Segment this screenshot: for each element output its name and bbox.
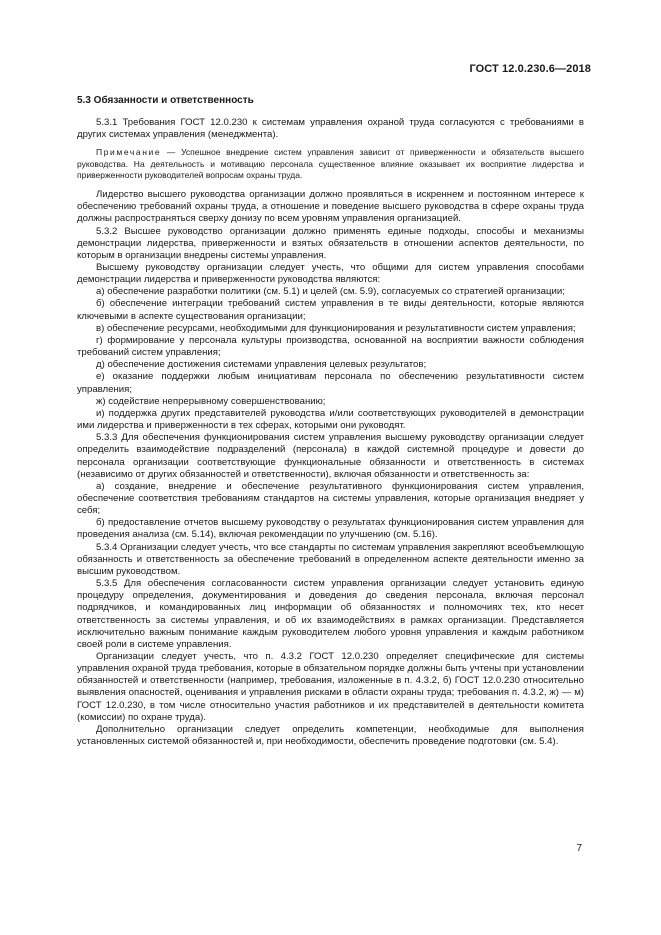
- paragraph-specific-requirements: Организации следует учесть, что п. 4.3.2 ГОСТ 12.0.230 определяет специфические для системы управления охраной труда требования, которые в обязательном порядке должны быть учтены при установлении обязанностей и ответственности (например, требования, изложенные в п. 4.3.2, б) ГОСТ 12.0.230 относительно выявления опасностей, оценивания и управления рисками в области охраны труда; требования п. 4.3.2, ж) — м) ГОСТ 12.0.230, в том числе относительно участия работников и их представителей в деятельности комитета (комиссии) по охране труда).: [77, 651, 584, 723]
- note-label: Примечание: [96, 147, 162, 158]
- list-item-a: а) обеспечение разработки политики (см. 5.1) и целей (см. 5.9), согласуемых со стратегией организации;: [96, 286, 565, 298]
- paragraph-leadership: Лидерство высшего руководства организации должно проявляться в искреннем и постоянном интересе к обеспечению требований охраны труда, а отношение и поведение высшего руководства в сфере охраны труда должны распространяться сверху донизу по всем уровням управления организацией.: [77, 189, 584, 225]
- list-item-b-2: б) предоставление отчетов высшему руководству о результатах функционирования систем управления для проведения анализа (см. 5.14), включая рекомендации по улучшению (см. 5.16).: [77, 517, 584, 541]
- note-text: — Успешное внедрение систем управления зависит от приверженности и обязательств высшего руководства. На деятельность и мотивацию персонала существенное влияние оказывает их восприятие лидерства и приверженности руководителей вопросам охраны труда.: [77, 147, 584, 180]
- list-item-e: е) оказание поддержки любым инициативам персонала по обеспечению результативности систем управления;: [77, 371, 584, 395]
- list-item-a-2: а) создание, внедрение и обеспечение результативного функционирования систем управления, обеспечение соответствия требованиям стандартов на системы управления, которые организация внедряет у себя;: [77, 480, 584, 517]
- list-item-b: б) обеспечение интеграции требований систем управления в те виды деятельности, которые являются ключевыми в аспекте существования организации;: [77, 298, 584, 322]
- section-title: 5.3 Обязанности и ответственность: [77, 95, 254, 106]
- note: [77, 147, 584, 181]
- paragraph-5-3-1: 5.3.1 Требования ГОСТ 12.0.230 к системам управления охраной труда согласуются с требованиями в других системах управления (менеджмента).: [77, 117, 584, 141]
- list-item-d: д) обеспечение достижения системами управления целевых результатов;: [96, 359, 427, 371]
- list-item-zh: ж) содействие непрерывному совершенствованию;: [96, 395, 326, 407]
- paragraph-competencies: Дополнительно организации следует определить компетенции, необходимые для выполнения установленных системой обязанностей и, при необходимости, обеспечить проведение подготовки (см. 5.4).: [77, 723, 584, 748]
- list-item-g: г) формирование у персонала культуры производства, основанной на восприятии важности соблюдения требований систем управления;: [77, 334, 584, 359]
- list-item-v: в) обеспечение ресурсами, необходимыми для функционирования и результативности систем управления;: [96, 322, 576, 334]
- paragraph-demonstration-intro: Высшему руководству организации следует учесть, что общими для систем управления способами демонстрации лидерства и приверженности руководства являются:: [77, 262, 584, 286]
- standard-header: ГОСТ 12.0.230.6—2018: [469, 63, 591, 75]
- page-content: [77, 95, 584, 748]
- paragraph-5-3-5: 5.3.5 Для обеспечения согласованности систем управления организации следует установить единую процедуру определения, документирования и доведения до сведения персонала, включая персонал подрядчиков, и командированных лиц информации об обязанностях и полномочиях тех, кто несет ответственность за системы управления, и об их взаимодействиях в рамках организации. Представляется исключительно важным понимание каждым руководителем любого уровня управления и каждым работником своей роли в системе управления.: [77, 578, 584, 650]
- paragraph-5-3-4: 5.3.4 Организации следует учесть, что все стандарты по системам управления закрепляют всеобъемлющую обязанность и ответственность за обеспечение требований в определенном аспекте деятельности именно за высшим руководством.: [77, 541, 584, 577]
- page-number: 7: [576, 843, 582, 854]
- paragraph-5-3-3: 5.3.3 Для обеспечения функционирования систем управления высшему руководству организации следует определить взаимодействие подразделений (персонала) в каждой системной процедуре и довести до персонала организации соответствующие функциональные обязанности и ответственность в системах (независимо от других обязанностей и ответственности), включая обязанности и ответственность за:: [77, 432, 584, 480]
- list-item-i: и) поддержка других представителей руководства и/или соответствующих руководителей в демонстрации ими лидерства и приверженности в тех сферах, которыми они руководят.: [77, 407, 584, 432]
- paragraph-5-3-2: 5.3.2 Высшее руководство организации должно применять единые подходы, способы и механизмы демонстрации лидерства, приверженности и взятых обязательств в отношении аспектов деятельности, по которым в организации внедрены системы управления.: [77, 225, 584, 261]
